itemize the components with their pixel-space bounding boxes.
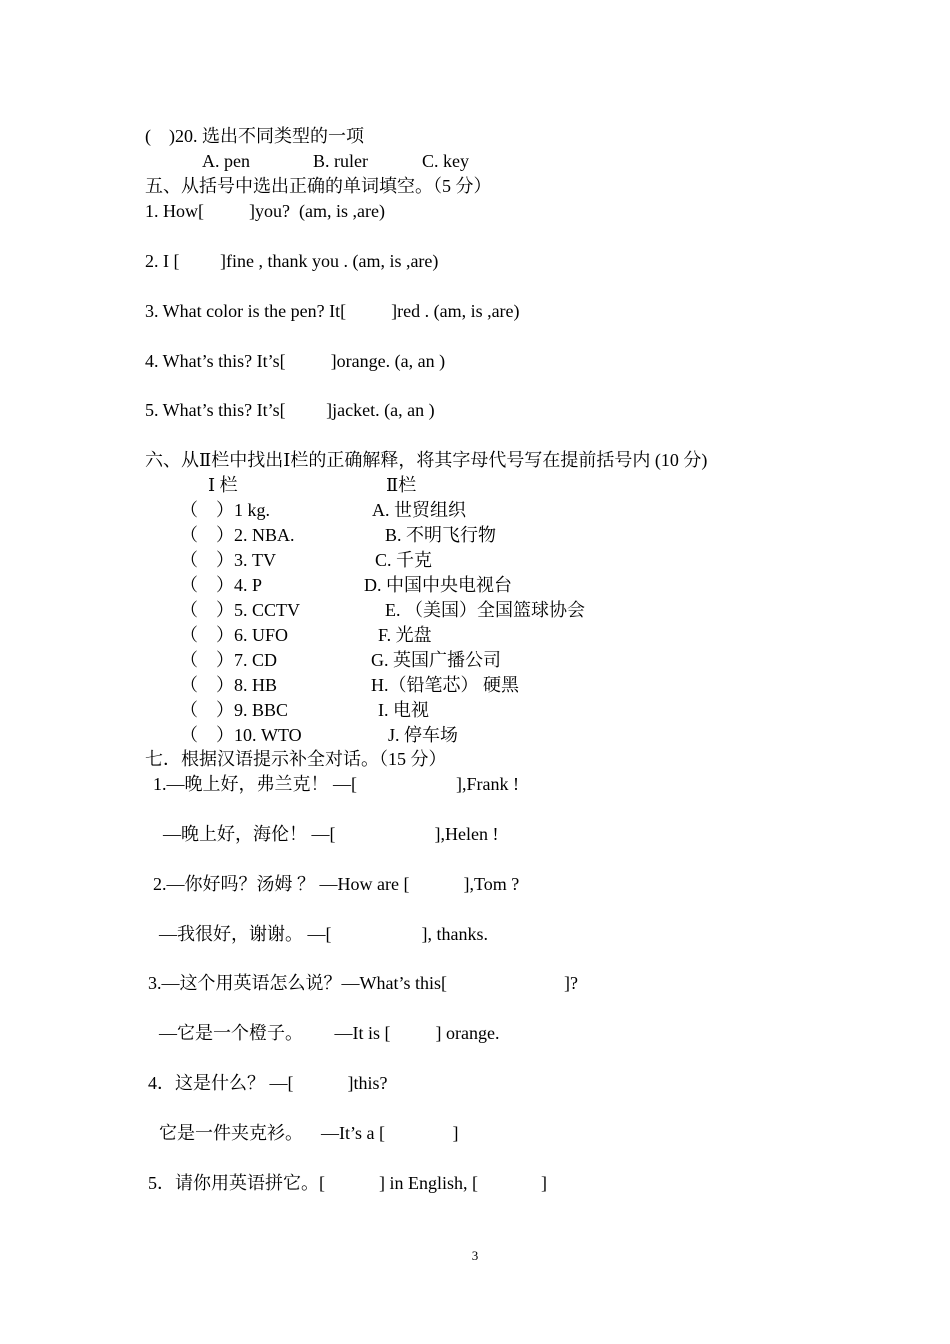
match-left-4: （ ）4. P xyxy=(180,575,263,595)
dialogue-line-5: 3.—这个用英语怎么说？—What’s this[ ]? xyxy=(148,973,578,993)
match-left-9: （ ）9. BBC xyxy=(180,700,289,720)
match-left-3: （ ）3. TV xyxy=(180,550,276,570)
section-5-item-3: 3. What color is the pen? It[ ]red . (am, is ,are) xyxy=(145,301,520,321)
match-right-3: C. 千克 xyxy=(375,550,433,570)
question-20-options: A. pen B. ruler C. key xyxy=(202,151,469,171)
section-6-heading: 六、从Ⅱ栏中找出Ⅰ栏的正确解释，将其字母代号写在提前括号内 (10 分) xyxy=(145,450,708,470)
match-left-7: （ ）7. CD xyxy=(180,650,278,670)
match-right-10: J. 停车场 xyxy=(388,725,459,745)
section-5-item-2: 2. I [ ]fine , thank you . (am, is ,are) xyxy=(145,251,439,271)
match-right-1: A. 世贸组织 xyxy=(372,500,466,520)
match-right-5: E. （美国）全国篮球协会 xyxy=(385,600,585,620)
match-right-6: F. 光盘 xyxy=(378,625,432,645)
column-1-header: Ⅰ 栏 xyxy=(208,475,238,495)
match-left-10: （ ）10. WTO xyxy=(180,725,302,745)
match-right-7: G. 英国广播公司 xyxy=(371,650,501,670)
dialogue-line-6: —它是一个橙子。 —It is [ ] orange. xyxy=(159,1023,500,1043)
match-left-2: （ ）2. NBA. xyxy=(180,525,295,545)
match-left-1: （ ）1 kg. xyxy=(180,500,270,520)
match-right-8: H.（铅笔芯） 硬黑 xyxy=(371,675,519,695)
match-left-6: （ ）6. UFO xyxy=(180,625,289,645)
dialogue-line-4: —我很好，谢谢。 —[ ], thanks. xyxy=(159,924,488,944)
match-right-2: B. 不明飞行物 xyxy=(385,525,497,545)
dialogue-line-8: 它是一件夹克衫。 —It’s a [ ] xyxy=(159,1123,459,1143)
match-left-8: （ ）8. HB xyxy=(180,675,278,695)
match-right-9: I. 电视 xyxy=(378,700,429,720)
dialogue-line-1: 1.—晚上好，弗兰克！ —[ ],Frank ! xyxy=(153,774,519,794)
dialogue-line-9: 5．请你用英语拼它。[ ] in English, [ ] xyxy=(148,1173,547,1193)
section-5-item-1: 1. How[ ]you? (am, is ,are) xyxy=(145,201,385,221)
match-left-5: （ ）5. CCTV xyxy=(180,600,301,620)
section-5-heading: 五、从括号中选出正确的单词填空。（5 分） xyxy=(145,176,492,196)
dialogue-line-2: —晚上好，海伦！ —[ ],Helen ! xyxy=(163,824,499,844)
match-right-4: D. 中国中央电视台 xyxy=(364,575,512,595)
dialogue-line-7: 4．这是什么？ —[ ]this? xyxy=(148,1073,388,1093)
section-7-heading: 七．根据汉语提示补全对话。（15 分） xyxy=(145,749,447,769)
question-20: ( )20. 选出不同类型的一项 xyxy=(145,126,364,146)
section-5-item-4: 4. What’s this? It’s[ ]orange. (a, an ) xyxy=(145,351,446,371)
column-2-header: Ⅱ栏 xyxy=(386,475,417,495)
dialogue-line-3: 2.—你好吗？汤姆 ？ —How are [ ],Tom ? xyxy=(153,874,520,894)
page-number: 3 xyxy=(471,1248,479,1263)
section-5-item-5: 5. What’s this? It’s[ ]jacket. (a, an ) xyxy=(145,400,435,420)
